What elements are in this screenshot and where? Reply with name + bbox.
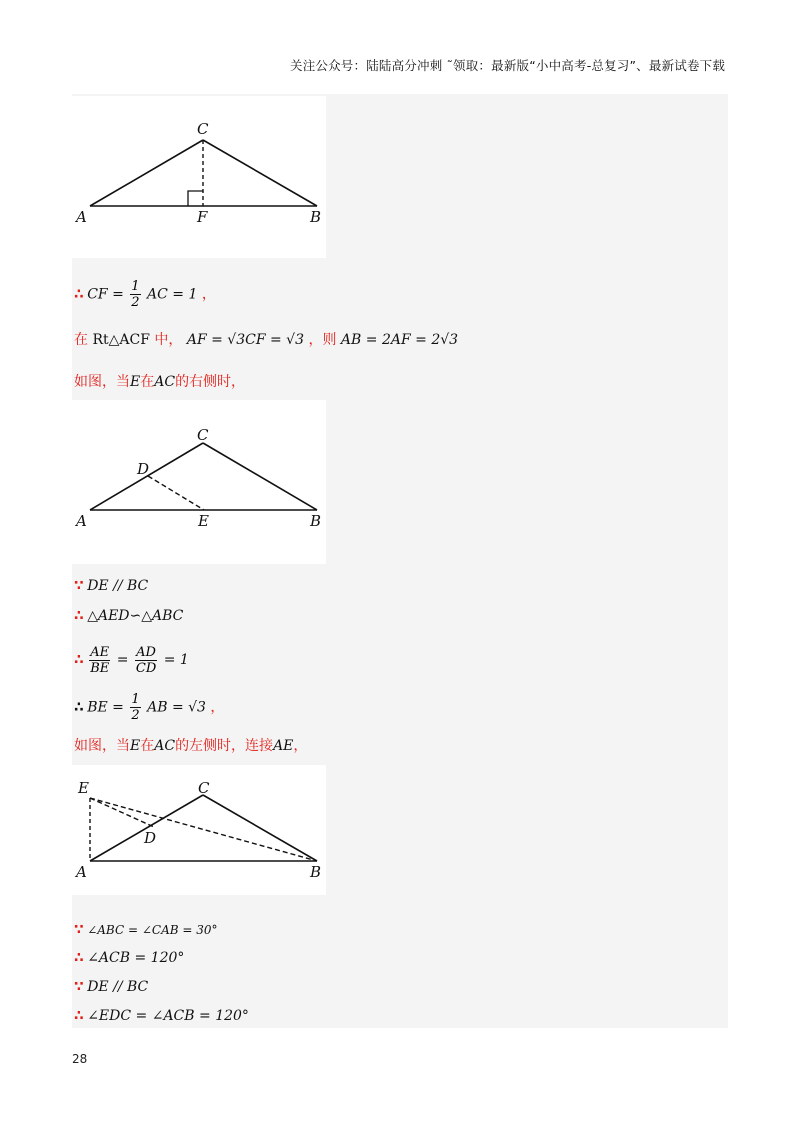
text-then: ，则 — [308, 332, 337, 348]
text-mid: 中， — [154, 332, 183, 348]
because-symbol: ∵ — [74, 578, 83, 594]
text-in: 在 — [74, 332, 88, 348]
expr-ab: AB = 2AF = 2√3 — [340, 332, 459, 348]
var-ac: AC — [154, 374, 176, 390]
because-symbol: ∵ — [74, 922, 83, 938]
fraction-half: $\frac{1}{2}$ — [131, 692, 140, 723]
step-cf — [74, 279, 216, 310]
label-e: E — [198, 512, 209, 530]
therefore-symbol: ∴ — [74, 608, 83, 624]
page-header: 关注公众号：陆陆高分冲刺 ˜领取：最新版“小中高考-总复习”、最新试卷下载 — [290, 58, 726, 73]
label-e: E — [78, 779, 89, 797]
fraction-half: $\frac{1}{2}$ — [131, 279, 140, 310]
expr-rhs: = 1 — [163, 652, 189, 668]
text-pre: 如图，当 — [74, 738, 130, 754]
punct: ， — [210, 699, 225, 716]
expr-rhs: AC = 1 — [147, 286, 198, 303]
case-left — [74, 735, 307, 757]
figure-triangle-parallel — [72, 400, 326, 564]
punct: ， — [293, 738, 308, 754]
because-symbol: ∵ — [74, 979, 83, 995]
therefore-symbol: ∴ — [74, 699, 83, 716]
fraction-ae-be: $\frac{AE}{BE}$ — [90, 644, 110, 676]
label-b: B — [310, 863, 322, 881]
expr: DE // BC — [87, 578, 149, 594]
therefore-symbol: ∴ — [74, 652, 83, 668]
angle-edc — [74, 1005, 249, 1027]
fraction-ad-cd: $\frac{AD}{CD}$ — [135, 644, 157, 676]
step-be — [74, 692, 225, 723]
expr: ∠EDC = ∠ACB = 120° — [87, 1008, 249, 1024]
var-ae: AE — [273, 738, 294, 754]
text-on: 在 — [140, 738, 155, 754]
triangle-name: Rt△ACF — [92, 332, 150, 348]
page-number: 28 — [72, 1052, 88, 1066]
label-d: D — [137, 460, 150, 478]
text-post: 的左侧时，连接 — [175, 738, 274, 754]
label-c: C — [197, 426, 209, 444]
label-b: B — [310, 512, 322, 530]
given-angles — [74, 919, 218, 941]
expr-rhs: AB = √3 — [147, 699, 206, 716]
expr: ∠ACB = 120° — [87, 950, 185, 966]
punct: ， — [201, 286, 216, 303]
var-e: E — [130, 374, 141, 390]
expr-lhs: BE = — [87, 699, 124, 716]
angle-acb — [74, 947, 184, 969]
text-post: 的右侧时， — [175, 374, 246, 390]
label-c: C — [198, 779, 210, 797]
text-pre: 如图，当 — [74, 374, 130, 390]
expr: ∠ABC = ∠CAB = 30° — [87, 923, 218, 937]
label-a: A — [76, 208, 87, 226]
similar-triangles — [74, 605, 183, 627]
text-on: 在 — [140, 374, 155, 390]
label-f: F — [197, 208, 208, 226]
expr-lhs: CF = — [87, 286, 124, 303]
given-parallel-2 — [74, 976, 148, 998]
case-right — [74, 371, 245, 393]
therefore-symbol: ∴ — [74, 1008, 83, 1024]
label-d: D — [144, 829, 157, 847]
label-b: B — [310, 208, 322, 226]
figure-triangle-external — [72, 765, 326, 895]
expr: △AED∽△ABC — [87, 608, 184, 624]
label-a: A — [76, 863, 87, 881]
given-parallel — [74, 575, 148, 597]
label-a: A — [76, 512, 87, 530]
expr-af: AF = √3CF = √3 — [186, 332, 305, 348]
therefore-symbol: ∴ — [74, 950, 83, 966]
therefore-symbol: ∴ — [74, 286, 83, 303]
expr: DE // BC — [87, 979, 149, 995]
var-ac: AC — [154, 738, 176, 754]
ratio-equation: ∴ $\frac{AE}{BE}$ = $\frac{AD}{CD}$ = 1 — [74, 644, 189, 676]
label-c: C — [197, 120, 209, 138]
var-e: E — [130, 738, 141, 754]
step-ab — [74, 329, 458, 351]
figure-triangle-altitude — [72, 96, 326, 258]
